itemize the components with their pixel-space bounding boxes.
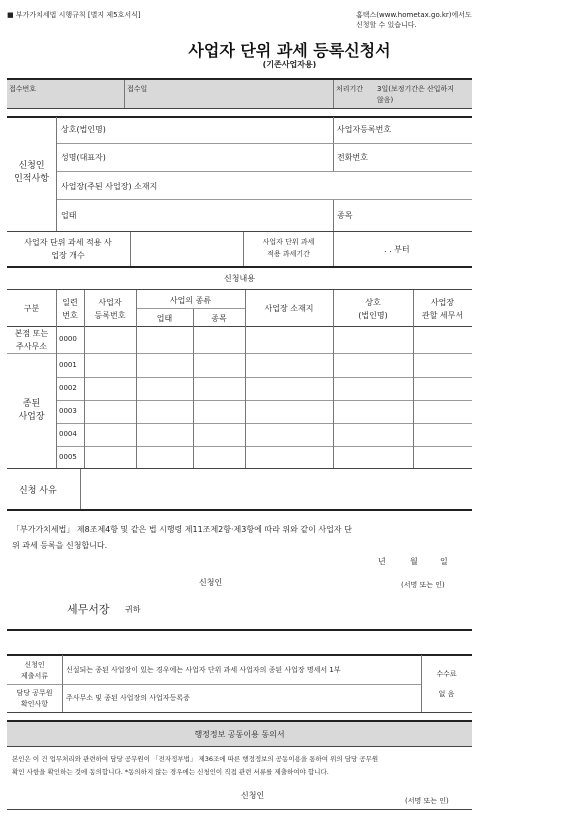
- honorific: 귀하: [125, 605, 141, 614]
- serial-number: 0003: [59, 407, 77, 415]
- verify-items-label: [7, 688, 62, 710]
- col-category-header: 구분: [23, 304, 40, 313]
- unit-count-label-2: 업장 개수: [51, 251, 85, 260]
- verify-items-text: 주사무소 및 종된 사업장의 사업자등록증: [66, 694, 190, 702]
- form-title: 사업자 단위 과세 등록신청서: [188, 41, 391, 60]
- consent-signature-hint: (서명 또는 인): [405, 797, 449, 805]
- business-item-label: 종목: [337, 211, 353, 220]
- main-office-label-1: 본점 또는: [14, 329, 49, 338]
- serial-number: 0000: [59, 335, 77, 343]
- fee-value: 없 음: [438, 690, 455, 698]
- col-tax-office-header: [413, 296, 472, 322]
- hometax-notice: [356, 10, 472, 30]
- form-subtitle: (기존사업자용): [262, 60, 317, 69]
- consent-applicant-label: 신청인: [241, 791, 265, 800]
- col-serial-header-1: 일련: [62, 298, 78, 307]
- representative-label: 성명(대표자): [61, 153, 106, 162]
- hometax-notice-line1: 홈택스(www.hometax.go.kr)에서도: [356, 11, 472, 19]
- sub-office-label-1: 종된: [22, 399, 41, 409]
- col-bizno-header-2: 등록번호: [94, 311, 126, 320]
- serial-number: 0002: [59, 384, 77, 392]
- consent-text: [12, 753, 472, 779]
- business-type-label: 업태: [61, 211, 77, 220]
- date-month-label: 월: [410, 557, 418, 566]
- unit-period-label-2: 적용 과세기간: [267, 250, 310, 258]
- request-content-title: 신청내용: [224, 274, 255, 283]
- col-bizno-header: [84, 296, 136, 322]
- submit-docs-label-1: 신청인: [24, 661, 45, 669]
- sub-office-label: [7, 398, 56, 424]
- applicant-signature-label: 신청인: [199, 578, 223, 587]
- consent-text-line2: 확인 사항을 확인하는 것에 동의합니다. *동의하지 않는 경우에는 신청인이 직접 관련 서류를 제출하여야 합니다.: [12, 768, 329, 776]
- phone-label: 전화번호: [337, 153, 368, 162]
- serial-number: 0001: [59, 361, 77, 369]
- processing-period-label: 처리기간: [336, 85, 364, 93]
- unit-count-label-1: 사업자 단위 과세 적용 사: [24, 238, 112, 247]
- tax-office-addressee: 세무서장: [67, 603, 110, 616]
- unit-period-label-1: 사업자 단위 과세: [262, 238, 315, 246]
- submit-docs-label-2: 제출서류: [20, 672, 49, 680]
- col-tax-office-header-2: 관할 세무서: [421, 311, 464, 320]
- applicant-section-label-2: 인적사항: [14, 174, 49, 184]
- col-company-name-header: [333, 296, 413, 322]
- processing-period-value-line2: 않음): [377, 96, 394, 104]
- receipt-number-label: 접수번호: [9, 85, 37, 93]
- col-serial-header-2: 번호: [62, 311, 78, 320]
- col-location-header: 사업장 소재지: [264, 304, 314, 313]
- signature-hint: (서명 또는 인): [401, 581, 445, 589]
- rule-reference: ■ 부가가치세법 시행규칙 [별지 제5호서식]: [7, 11, 141, 19]
- verify-items-label-1: 담당 공무원: [16, 689, 53, 697]
- verify-items-label-2: 확인사항: [20, 700, 49, 708]
- address-label: 사업장(주된 사업장) 소재지: [61, 182, 158, 191]
- serial-number: 0005: [59, 453, 77, 461]
- request-reason-label: 신청 사유: [19, 486, 57, 496]
- unit-period-label: [244, 236, 333, 260]
- declaration-text-line1: 「부가가치세법」 제8조제4항 및 같은 법 시행령 제11조제2항·제3항에 따라 위와 같이 사업자 단: [12, 525, 352, 534]
- col-serial-header: [56, 296, 84, 322]
- unit-count-label: [7, 236, 129, 262]
- date-day-label: 일: [440, 557, 448, 566]
- hometax-notice-line2: 신청할 수 있습니다.: [356, 21, 417, 29]
- company-name-label: 상호(법인명): [61, 125, 106, 134]
- serial-number: 0004: [59, 430, 77, 438]
- col-company-name-header-2: (법인명): [358, 311, 388, 320]
- col-company-name-header-1: 상호: [365, 298, 381, 307]
- receipt-date-label: 접수일: [127, 85, 148, 93]
- biz-reg-number-label: 사업자등록번호: [337, 125, 392, 134]
- main-office-label-2: 주사무소: [16, 342, 47, 351]
- applicant-section-label-1: 신청인: [18, 161, 45, 171]
- col-business-kind-header: 사업의 종류: [169, 296, 212, 305]
- col-business-item-header: 종목: [211, 314, 227, 323]
- col-tax-office-header-1: 사업장: [430, 298, 455, 307]
- declaration-text-line2: 위 과세 등록을 신청합니다.: [12, 541, 108, 550]
- fee-label: 수수료: [436, 670, 457, 678]
- submit-docs-label: [7, 660, 62, 682]
- consent-text-line1: 본인은 이 건 업무처리와 관련하여 담당 공무원이 「전자정부법」 제36조에 따른 행정정보의 공동이용을 통하여 위의 담당 공무원: [12, 755, 379, 763]
- col-bizno-header-1: 사업자: [98, 298, 122, 307]
- processing-period-value-line1: 3일(보정기간은 산입하지: [377, 85, 455, 93]
- applicant-section-label: [7, 160, 56, 186]
- consent-title: 행정정보 공동이용 동의서: [194, 730, 285, 739]
- sub-office-label-2: 사업장: [18, 412, 45, 422]
- date-year-label: 년: [378, 557, 386, 566]
- main-office-label: [7, 327, 56, 353]
- col-business-type-header: 업태: [156, 314, 173, 323]
- submit-docs-text: 신설되는 종된 사업장이 있는 경우에는 사업자 단위 과세 사업자의 종된 사업장 명세서 1부: [66, 666, 341, 674]
- period-from-field[interactable]: . . 부터: [384, 245, 410, 254]
- declaration-text: [12, 522, 472, 554]
